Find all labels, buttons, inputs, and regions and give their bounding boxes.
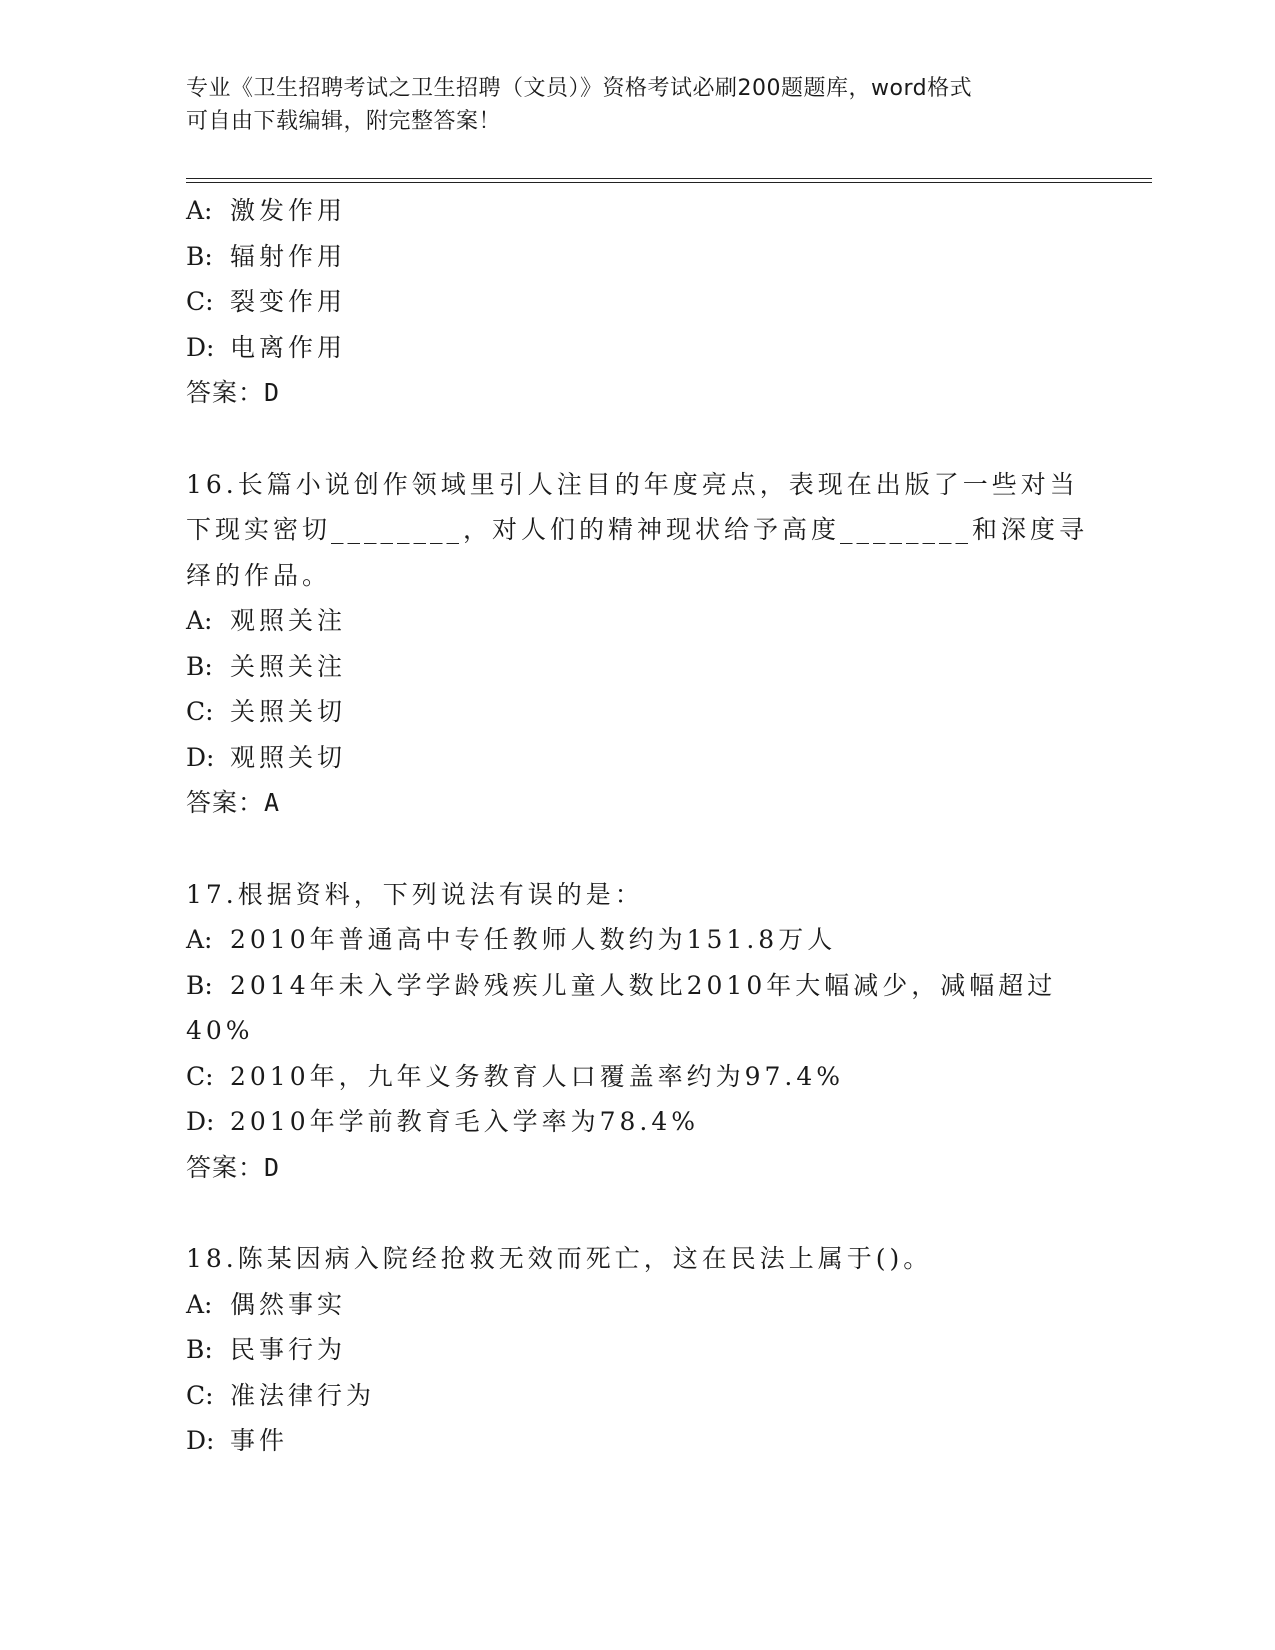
option-d — [186, 325, 1086, 371]
question-stem: 17.根据资料，下列说法有误的是： — [186, 879, 644, 909]
question-content — [186, 188, 1089, 1464]
answer-value: D — [264, 1152, 281, 1182]
option-a — [186, 1282, 1086, 1328]
question-stem: 下现实密切________，对人们的精神现状给予高度________和深度寻 — [186, 515, 1089, 544]
spacer — [186, 826, 1086, 872]
question-15-block — [186, 188, 1086, 416]
option-text: 激发作用 — [230, 196, 347, 225]
option-c — [186, 279, 1086, 325]
option-b — [186, 644, 1086, 690]
answer-line — [186, 370, 1086, 416]
option-letter: A: — [186, 606, 213, 635]
answer-label: 答案： — [186, 1152, 265, 1182]
option-letter: C: — [186, 287, 214, 316]
document-header — [186, 72, 1086, 138]
answer-line — [186, 780, 1086, 826]
option-text: 关照关注 — [230, 651, 347, 681]
option-a — [186, 598, 1086, 644]
option-d — [186, 735, 1086, 781]
option-letter: A: — [186, 925, 213, 954]
option-a — [186, 188, 1086, 234]
option-text: 观照关注 — [230, 606, 347, 635]
spacer — [186, 416, 1086, 462]
option-letter: B: — [186, 241, 213, 271]
option-letter: B: — [186, 970, 213, 1000]
question-17-block — [186, 872, 1086, 1191]
option-c — [186, 1054, 1086, 1100]
option-b — [186, 1327, 1086, 1373]
option-letter: D: — [186, 332, 215, 362]
option-text: 偶然事实 — [230, 1289, 347, 1319]
answer-value: A — [264, 788, 281, 817]
header-title-line-1: 专业《卫生招聘考试之卫生招聘（文员）》资格考试必刷200题题库，word格式 — [186, 76, 973, 101]
option-b — [186, 234, 1086, 280]
option-text: 裂变作用 — [230, 287, 347, 316]
question-stem: 18.陈某因病入院经抢救无效而死亡，这在民法上属于()。 — [186, 1244, 933, 1273]
option-c — [186, 1373, 1086, 1419]
option-text: 辐射作用 — [230, 241, 347, 271]
option-letter: D: — [186, 1426, 215, 1455]
question-stem: 绎的作品。 — [186, 560, 332, 590]
header-double-rule — [186, 178, 1152, 183]
answer-label: 答案： — [186, 378, 265, 407]
option-a — [186, 917, 1086, 963]
question-16-block — [186, 462, 1089, 826]
option-letter: B: — [186, 1335, 213, 1364]
option-text: 电离作用 — [230, 332, 347, 362]
option-text: 观照关切 — [230, 742, 347, 772]
spacer — [186, 1190, 1086, 1236]
question-stem: 16.长篇小说创作领域里引人注目的年度亮点，表现在出版了一些对当 — [186, 469, 1079, 499]
option-letter: A: — [186, 1289, 213, 1319]
option-text: 民事行为 — [230, 1335, 347, 1364]
option-text: 2014年未入学学龄残疾儿童人数比2010年大幅减少，减幅超过 — [230, 970, 1057, 1000]
option-b — [186, 963, 1086, 1009]
header-title-line-2: 可自由下载编辑，附完整答案！ — [186, 109, 502, 134]
option-d — [186, 1099, 1086, 1145]
answer-value: D — [264, 378, 281, 407]
option-text: 关照关切 — [230, 697, 347, 726]
option-letter: D: — [186, 742, 215, 772]
option-letter: C: — [186, 1380, 214, 1410]
option-text: 事件 — [230, 1426, 289, 1455]
option-text: 40% — [186, 1016, 254, 1045]
option-letter: C: — [186, 697, 214, 726]
option-d — [186, 1418, 1086, 1464]
option-c — [186, 689, 1086, 735]
option-letter: B: — [186, 651, 213, 681]
option-text: 2010年，九年义务教育人口覆盖率约为97.4% — [230, 1061, 845, 1091]
option-text: 2010年普通高中专任教师人数约为151.8万人 — [230, 925, 837, 954]
option-letter: A: — [186, 196, 213, 225]
answer-label: 答案： — [186, 788, 265, 817]
option-text: 2010年学前教育毛入学率为78.4% — [230, 1107, 700, 1136]
answer-line — [186, 1145, 1086, 1191]
option-letter: D: — [186, 1107, 215, 1136]
option-b-continuation — [186, 1008, 1086, 1054]
option-letter: C: — [186, 1061, 214, 1091]
option-text: 准法律行为 — [230, 1380, 376, 1410]
question-18-block — [186, 1236, 1086, 1464]
